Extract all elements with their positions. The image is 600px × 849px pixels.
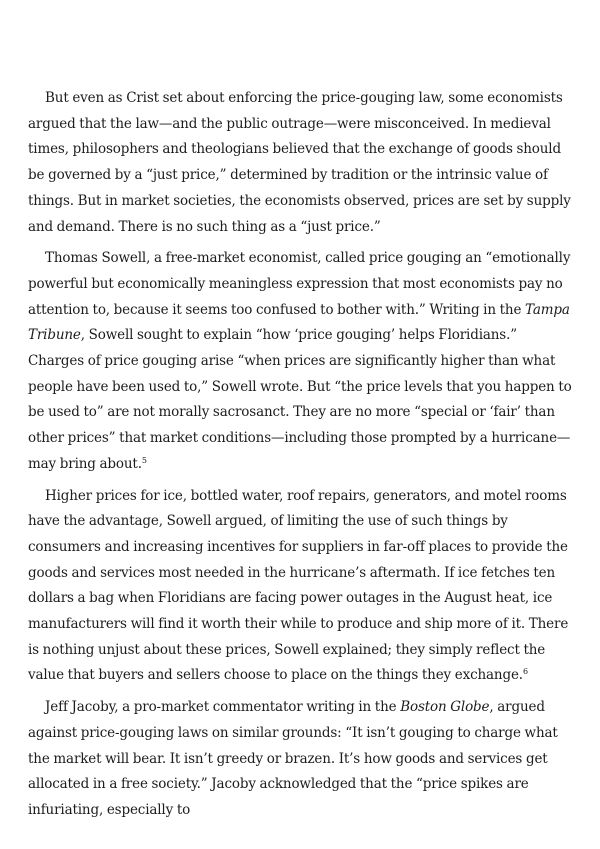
paragraph-text-end: , Sowell sought to explain “how ‘price gouging’ helps Floridians.” Charges of price gouging arise “when prices are significantly higher than what people have been used to,” Sowell wrote. But “the price levels that you happen to be used to” are not morally sacrosanct. They are no more “special or ‘fair’ than other prices” that market conditions—including those prompted by a hurricane—may bring about. (28, 327, 572, 472)
paragraph-jacoby (28, 695, 573, 824)
publication-title: Boston Globe (400, 699, 490, 716)
paragraph-text: But even as Crist set about enforcing the price-gouging law, some economists argued that the law—and the public outrage—were misconceived. In medieval times, philosophers and theologians believed that the exchange of goods should be governed by a “just price,” determined by tradition or the intrinsic value of things. But in market societies, the economists observed, prices are set by supply and demand. There is no such thing as a “just price.” (28, 90, 571, 235)
paragraph-text-start: Jeff Jacoby, a pro-market commentator writing in the (45, 699, 401, 716)
book-page (28, 86, 573, 830)
paragraph-higher-prices (28, 484, 573, 690)
paragraph-text-start: Thomas Sowell, a free-market economist, called price gouging an “emotionally powerful but economically meaningless expression that most economists pay no attention to, because it seems too confused to bother with.” Writing in the (28, 250, 571, 318)
paragraph-text: Higher prices for ice, bottled water, roof repairs, generators, and motel rooms have the advantage, Sowell argued, of limiting the use of such things by consumers and increasing incentives for suppliers in far-off places to provide the goods and services most needed in the hurricane’s aftermath. If ice fetches ten dollars a bag when Floridians are facing power outages in the August heat, ice manufacturers will find it worth their while to produce and ship more of it. There is nothing unjust about these prices, Sowell explained; they simply reflect the value that buyers and sellers choose to place on the things they exchange. (28, 487, 569, 684)
footnote-marker: 5 (141, 455, 147, 465)
publication-title: Tampa Tribune (28, 301, 570, 344)
paragraph-crist (28, 86, 573, 240)
footnote-marker: 6 (522, 667, 528, 677)
paragraph-sowell-quote (28, 246, 573, 477)
paragraph-text-end: , argued against price-gouging laws on similar grounds: “It isn’t gouging to charge what the market will bear. It isn’t greedy or brazen. It’s how goods and services get allocated in a free society.” Jacoby acknowledged that the “price spikes are infuriating, especially to (28, 699, 558, 818)
